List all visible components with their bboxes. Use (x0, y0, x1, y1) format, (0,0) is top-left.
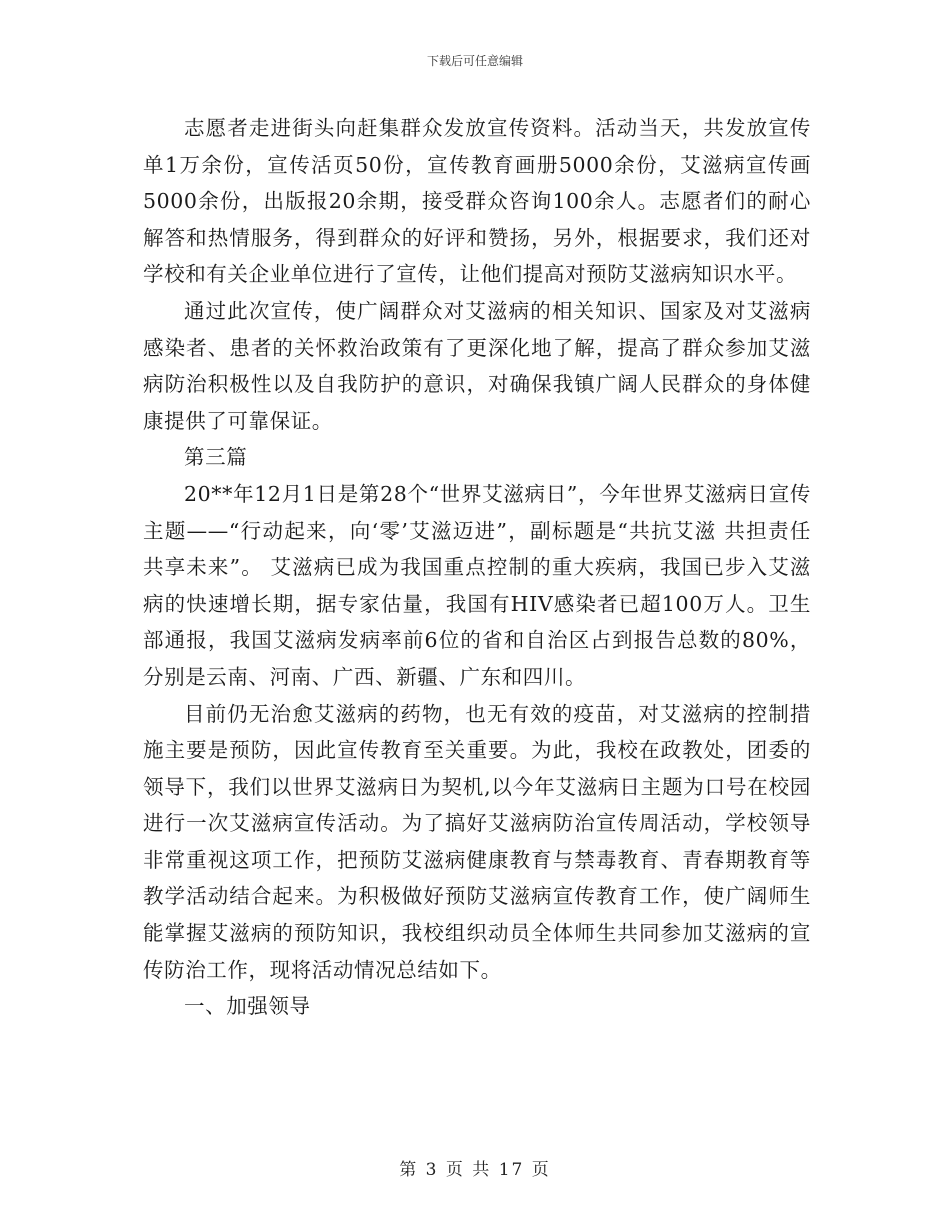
section-heading-leadership: 一、加强领导 (184, 994, 311, 1019)
paragraph-world-aids-day: 20**年12月1日是第28个“世界艾滋病日”，今年世界艾滋病日宣传主题——“行动起来，向‘零’艾滋迈进”，副标题是“共抗艾滋 共担责任 共享未来”。 艾滋病已成为我国重点控制的重大疾病，我国已步入艾滋病的快速增长期，据专家估量，我国有HIV感染者已超100万人。卫生部通报，我国艾滋病发病率前6位的省和自治区占到报告总数的80%，分别是云南、河南、广西、新疆、广东和四川。 (143, 481, 811, 689)
paragraph-outcome: 通过此次宣传，使广阔群众对艾滋病的相关知识、国家及对艾滋病感染者、患者的关怀救治政策有了更深化地了解，提高了群众参加艾滋病防治积极性以及自我防护的意识，对确保我镇广阔人民群众的身体健康提供了可靠保证。 (143, 298, 811, 433)
paragraph-school-campaign: 目前仍无治愈艾滋病的药物，也无有效的疫苗，对艾滋病的控制措施主要是预防，因此宣传教育至关重要。为此，我校在政教处，团委的领导下，我们以世界艾滋病日为契机,以今年艾滋病日主题为口号在校园进行一次艾滋病宣传活动。为了搞好艾滋病防治宣传周活动，学校领导非常重视这项工作，把预防艾滋病健康教育与禁毒教育、青春期教育等教学活动结合起来。为积极做好预防艾滋病宣传教育工作，使广阔师生能掌握艾滋病的预防知识，我校组织动员全体师生共同参加艾滋病的宣传防治工作，现将活动情况总结如下。 (143, 701, 811, 982)
paragraph-volunteers: 志愿者走进街头向赶集群众发放宣传资料。活动当天，共发放宣传单1万余份，宣传活页50份，宣传教育画册5000余份，艾滋病宣传画5000余份，出版报20余期，接受群众咨询100余人。志愿者们的耐心解答和热情服务，得到群众的好评和赞扬，另外，根据要求，我们还对学校和有关企业单位进行了宣传，让他们提高对预防艾滋病知识水平。 (143, 116, 811, 287)
document-body (143, 110, 811, 1025)
section-heading-third: 第三篇 (184, 445, 248, 470)
page-header: 下载后可任意编辑 (426, 54, 523, 68)
page-footer: 第 3 页 共 17 页 (399, 1160, 551, 1180)
